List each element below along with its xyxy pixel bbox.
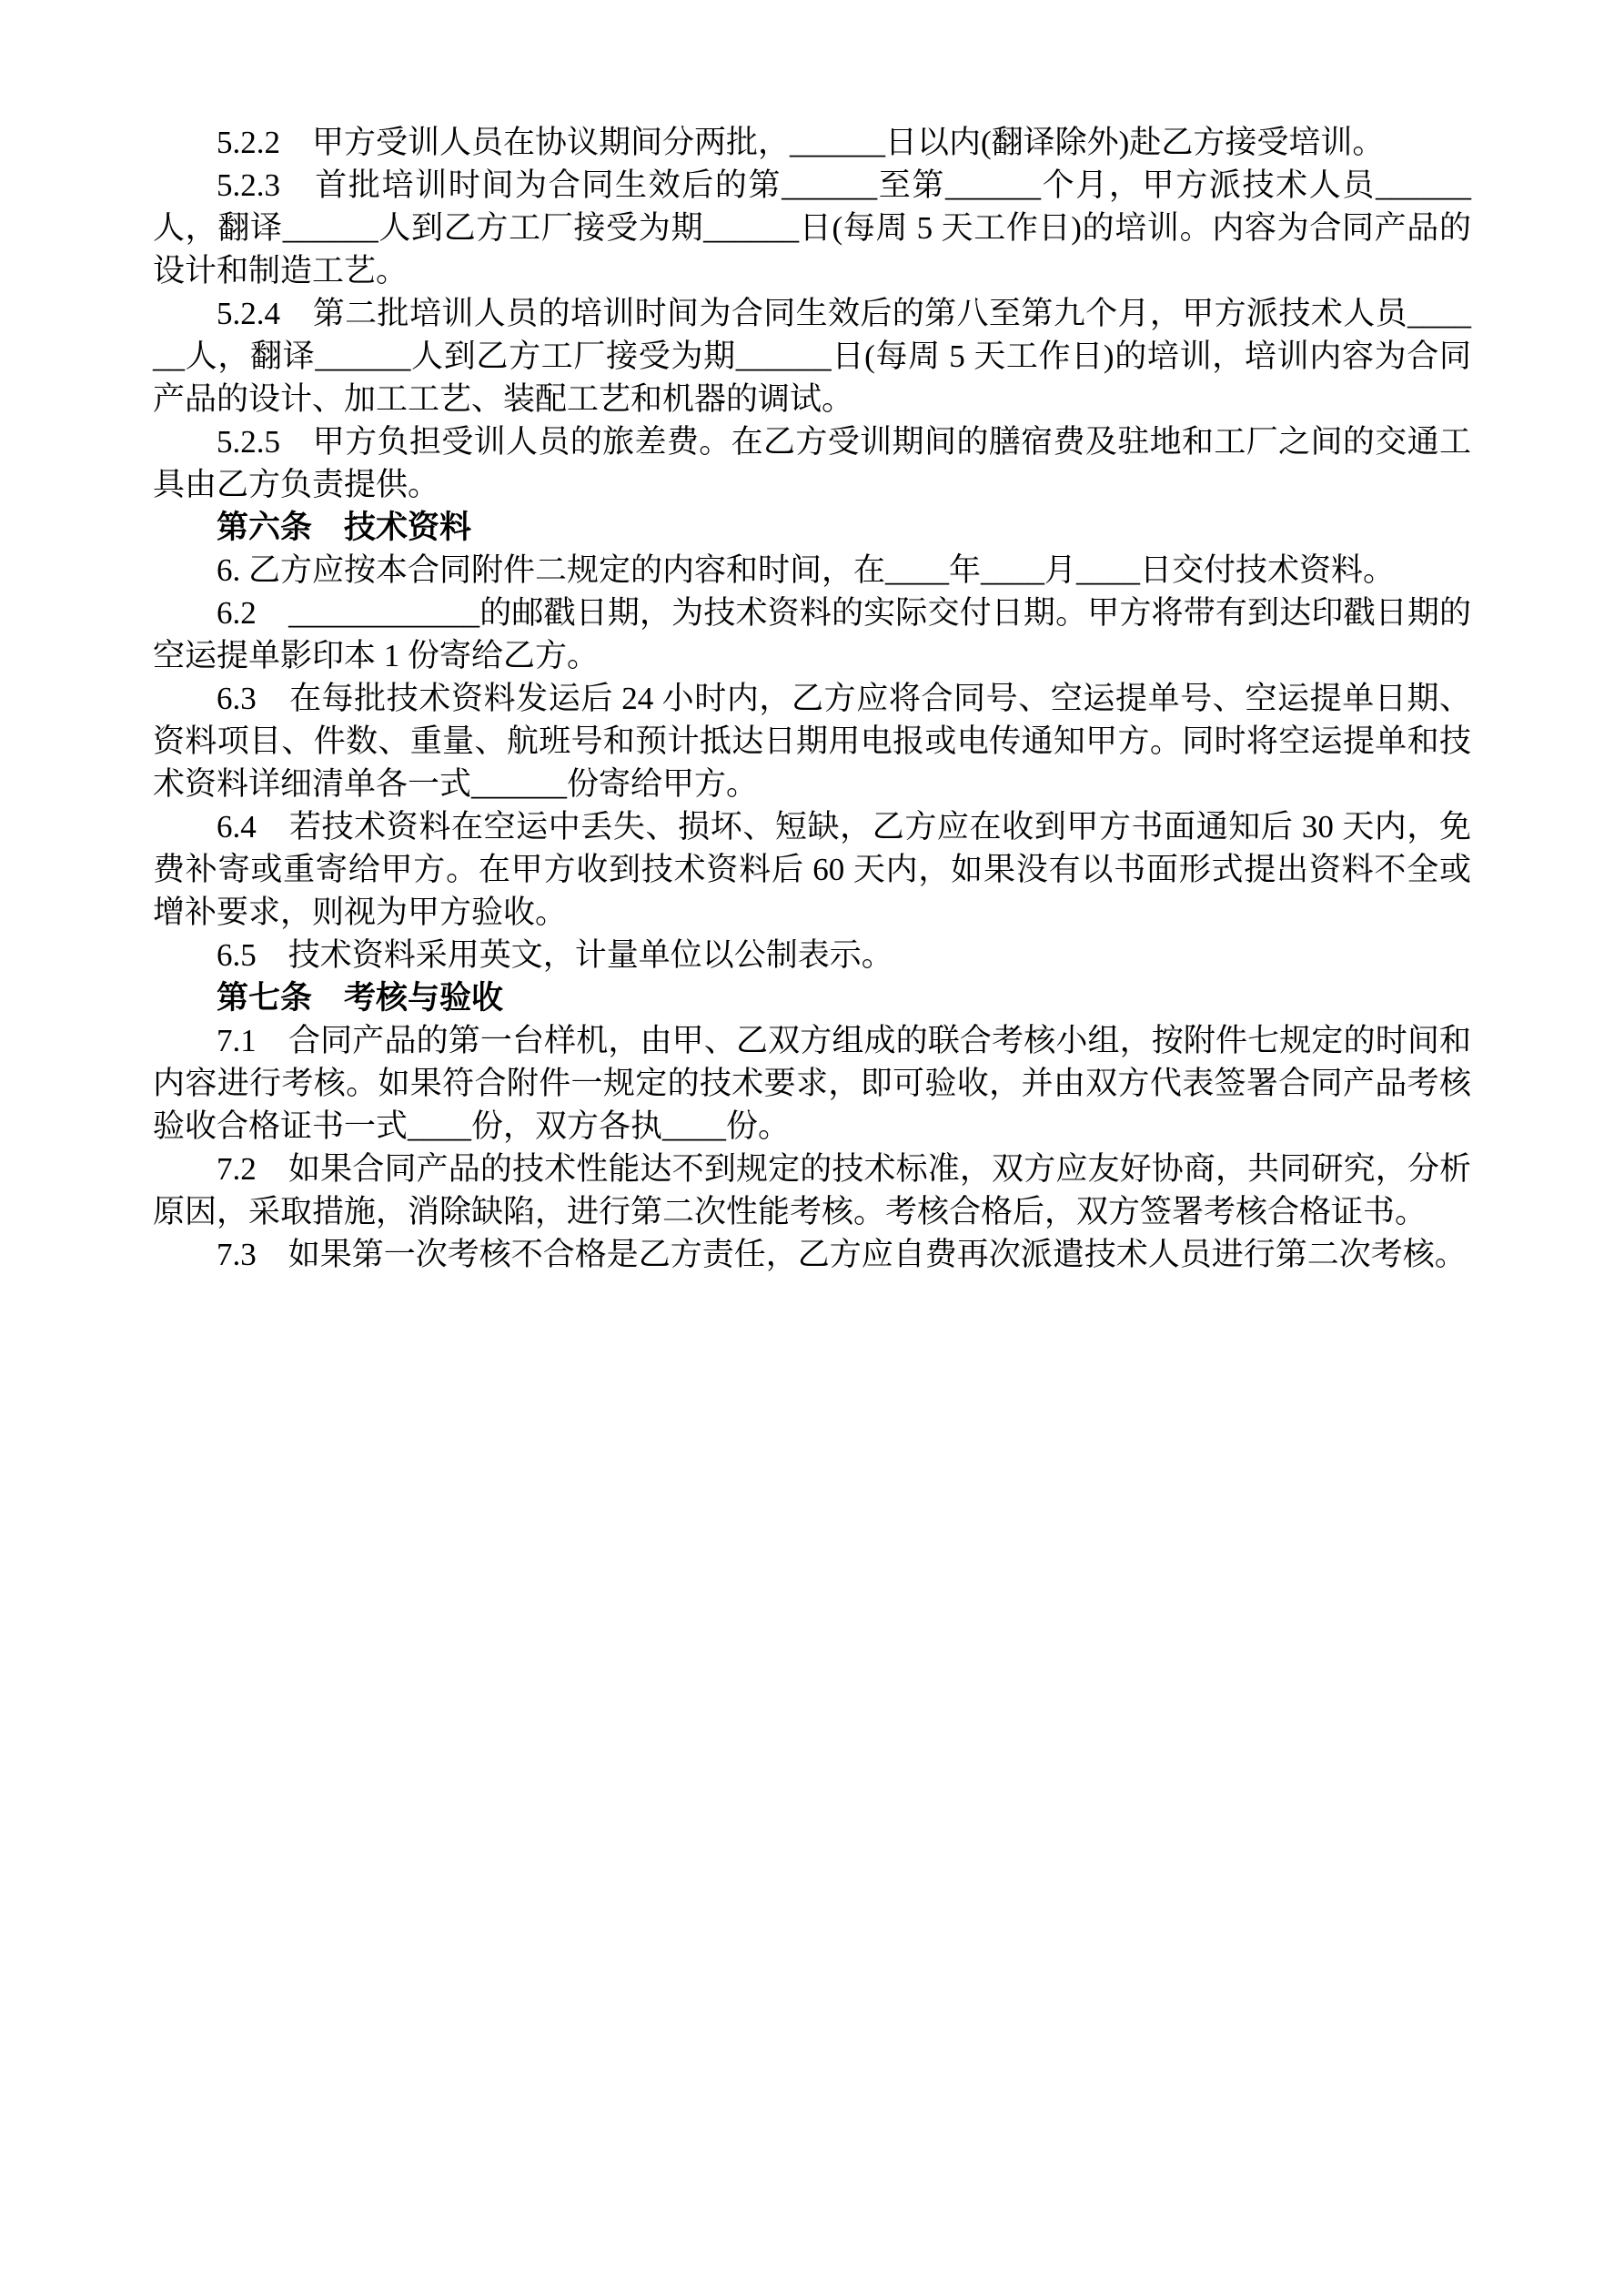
clause-5-2-4: 5.2.4 第二批培训人员的培训时间为合同生效后的第八至第九个月，甲方派技术人员______人，翻译______人到乙方工厂接受为期______日(每周 5 天工作日)的培训，培训内容为合同产品的设计、加工工艺、装配工艺和机器的调试。 — [153, 296, 1471, 417]
article-7-heading: 第七条 考核与验收 — [217, 980, 504, 1016]
clause-5-2-5: 5.2.5 甲方负担受训人员的旅差费。在乙方受训期间的膳宿费及驻地和工厂之间的交通工具由乙方负责提供。 — [153, 424, 1471, 502]
clause-5-2-2: 5.2.2 甲方受训人员在协议期间分两批，______日以内(翻译除外)赴乙方接受培训。 — [217, 125, 1385, 160]
clause-6-2: 6.2 ____________的邮戳日期，为技术资料的实际交付日期。甲方将带有到达印戳日期的空运提单影印本 1 份寄给乙方。 — [153, 595, 1471, 673]
clause-5-2-3: 5.2.3 首批培训时间为合同生效后的第______至第______个月，甲方派技术人员______人，翻译______人到乙方工厂接受为期______日(每周 5 天工作日)的培训。内容为合同产品的设计和制造工艺。 — [153, 167, 1471, 288]
clause-7-3: 7.3 如果第一次考核不合格是乙方责任，乙方应自费再次派遣技术人员进行第二次考核。 — [217, 1237, 1467, 1272]
clause-6-5: 6.5 技术资料采用英文，计量单位以公制表示。 — [217, 937, 893, 973]
clause-6-3: 6.3 在每批技术资料发运后 24 小时内，乙方应将合同号、空运提单号、空运提单日期、资料项目、件数、重量、航班号和预计抵达日期用电报或电传通知甲方。同时将空运提单和技术资料详细清单各一式______份寄给甲方。 — [153, 681, 1471, 802]
clause-6-4: 6.4 若技术资料在空运中丢失、损坏、短缺，乙方应在收到甲方书面通知后 30 天内，免费补寄或重寄给甲方。在甲方收到技术资料后 60 天内，如果没有以书面形式提出资料不全或增补要求，则视为甲方验收。 — [153, 809, 1471, 930]
article-6-heading: 第六条 技术资料 — [217, 510, 472, 545]
clause-6-1: 6. 乙方应按本合同附件二规定的内容和时间，在____年____月____日交付技术资料。 — [217, 552, 1396, 588]
clause-7-1: 7.1 合同产品的第一台样机，由甲、乙双方组成的联合考核小组，按附件七规定的时间和内容进行考核。如果符合附件一规定的技术要求，即可验收，并由双方代表签署合同产品考核验收合格证书一式____份，双方各执____份。 — [153, 1023, 1471, 1144]
clause-7-2: 7.2 如果合同产品的技术性能达不到规定的技术标准，双方应友好协商，共同研究，分析原因，采取措施，消除缺陷，进行第二次性能考核。考核合格后，双方签署考核合格证书。 — [153, 1151, 1471, 1229]
